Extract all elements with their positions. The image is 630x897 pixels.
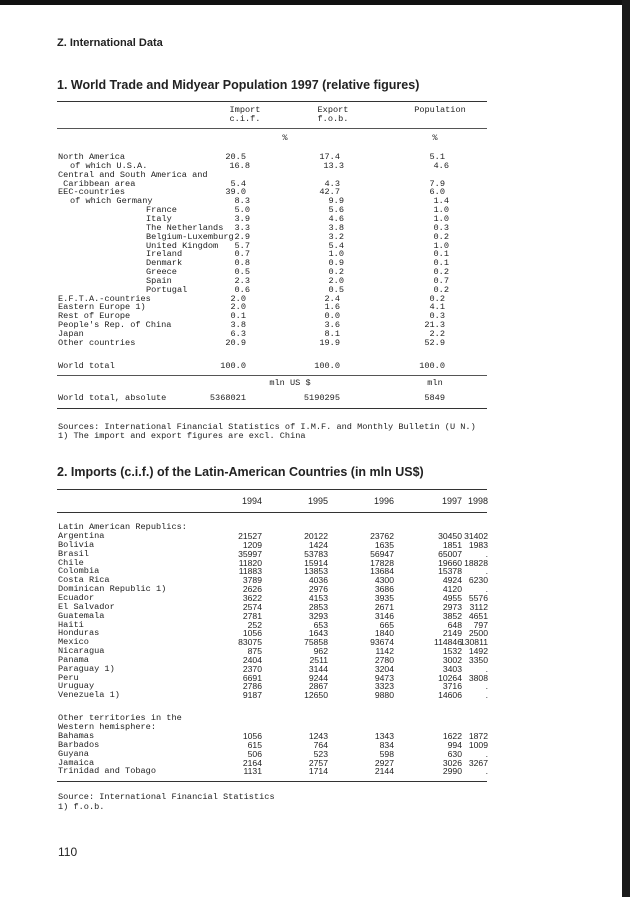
value-1994: 615 <box>247 739 262 750</box>
value-1997: 2149 <box>442 628 462 639</box>
value-1995: 1424 <box>308 539 328 550</box>
table1-row-import: 2.0 <box>230 302 246 313</box>
table1-total-rule <box>57 375 487 376</box>
value-1997: 65007 <box>438 548 462 559</box>
value-1998: . <box>485 748 488 759</box>
country-label: El Salvador <box>58 601 115 612</box>
value-1994: 252 <box>247 619 262 630</box>
value-1998: 31402 <box>464 531 488 541</box>
table1-row-population: 1.4 <box>433 196 449 207</box>
value-1996: 17828 <box>370 557 394 568</box>
table1-row-population: 0.7 <box>433 275 449 286</box>
value-1995: 3144 <box>308 663 328 674</box>
value-1996: 56947 <box>370 548 394 559</box>
table1-row-import: 0.8 <box>234 258 250 269</box>
value-1995: 2757 <box>308 757 328 768</box>
value-1994: 1131 <box>243 766 262 777</box>
unit-pop-pct: % <box>432 133 438 143</box>
value-1998: . <box>485 766 488 777</box>
value-1995: 4153 <box>308 592 328 603</box>
table1-row-export: 3.2 <box>328 231 344 242</box>
country-label: Argentina <box>58 531 105 541</box>
value-1994: 875 <box>247 646 262 657</box>
value-1997: 3002 <box>442 654 462 665</box>
table1-row-export: 19.9 <box>319 337 340 348</box>
table1-row-export: 0.5 <box>328 284 344 295</box>
value-1996: 93674 <box>370 637 394 648</box>
table2-title: 2. Imports (c.i.f.) of the Latin-American Countries (in mln US$) <box>57 465 424 479</box>
header-export-1: Export <box>317 105 349 115</box>
world-total-row-export: 100.0 <box>314 361 340 371</box>
value-1994: 1056 <box>242 731 262 741</box>
header-population: Population <box>414 105 466 115</box>
table1-row-import: 0.7 <box>234 249 250 260</box>
world-total-absolute-row-import: 5368021 <box>209 393 246 403</box>
world-total-row-import: 100.0 <box>220 361 246 371</box>
value-1996: 9880 <box>374 690 394 701</box>
value-1997: 14606 <box>438 690 462 701</box>
group-label-latin-american: Latin American Republics: <box>58 522 187 532</box>
value-1996: 3686 <box>374 584 394 595</box>
value-1995: 2511 <box>309 654 328 665</box>
value-1994: 1209 <box>242 539 262 550</box>
value-1994: 3622 <box>242 592 262 603</box>
value-1996: 1840 <box>374 628 394 639</box>
table1-top-rule <box>57 101 487 102</box>
table2-bottom-rule <box>57 781 487 782</box>
table1-row-label: Rest of Europe <box>58 311 131 322</box>
table1-row-label: The Netherlands <box>146 222 224 233</box>
value-1997: 3716 <box>442 681 462 692</box>
value-1995: 15914 <box>304 557 328 568</box>
table1-row-label: of which U.S.A. <box>70 160 148 171</box>
value-1997: 4955 <box>442 592 462 603</box>
value-1996: 3204 <box>374 663 394 674</box>
value-1998: . <box>485 663 488 674</box>
value-1994: 11820 <box>238 557 262 568</box>
value-1998: 1872 <box>468 731 488 741</box>
value-1997: 994 <box>447 739 462 750</box>
table1-source: Sources: International Financial Statistics of I.M.F. and Monthly Bulletin (U N.) <box>58 422 476 432</box>
value-1994: 21527 <box>238 531 262 541</box>
table1-row-import: 2.0 <box>230 293 246 304</box>
value-1997: 10264 <box>438 672 462 683</box>
value-1994: 2574 <box>242 601 262 612</box>
value-1998: 3350 <box>468 654 488 665</box>
table1-row-export: 4.6 <box>328 213 344 224</box>
value-1995: 1643 <box>308 628 328 639</box>
table1-row-population: 2.2 <box>429 329 445 339</box>
table1-row-import: 2.3 <box>234 275 250 286</box>
value-1998: 1492 <box>468 646 488 657</box>
value-1996: 2671 <box>374 601 394 612</box>
table1-row-population: 1.0 <box>433 240 449 251</box>
value-1994: 2164 <box>242 757 262 768</box>
table1-row-label: Japan <box>58 329 84 339</box>
year-header-1995: 1995 <box>307 496 328 506</box>
value-1995: 1714 <box>308 766 328 777</box>
value-1994: 2404 <box>242 654 262 665</box>
table1-row-import: 3.9 <box>234 213 250 224</box>
table1-row-export: 0.9 <box>328 258 344 269</box>
value-1998: . <box>485 548 488 559</box>
table1-row-export: 13.3 <box>323 160 344 171</box>
value-1998: 130811 <box>459 637 488 648</box>
value-1995: 53783 <box>304 548 328 559</box>
value-1995: 4036 <box>308 575 328 586</box>
value-1995: 653 <box>313 619 328 630</box>
country-label: Venezuela 1) <box>58 690 120 701</box>
table1-row-export: 5.4 <box>328 240 344 251</box>
table1-row-export: 8.1 <box>324 329 340 339</box>
value-1996: 4300 <box>374 575 394 586</box>
table1-row-label: Italy <box>146 213 172 224</box>
year-header-1996: 1996 <box>373 496 394 506</box>
value-1998: 3112 <box>469 601 488 612</box>
table1-row-import: 0.6 <box>234 284 250 295</box>
table2-note: 1) f.o.b. <box>58 802 105 812</box>
header-export-2: f.o.b. <box>317 114 349 124</box>
table1-row-population: 21.3 <box>424 320 445 331</box>
value-1996: 2780 <box>374 654 394 665</box>
table1-row-import: 3.3 <box>234 222 250 233</box>
value-1995: 2853 <box>308 601 328 612</box>
table1-row-population: 0.2 <box>433 267 449 278</box>
value-1994: 83075 <box>238 637 262 648</box>
table1-row-population: 0.3 <box>433 222 449 233</box>
table1-row-export: 42.7 <box>319 187 340 198</box>
table1-row-import: 6.3 <box>230 329 246 339</box>
value-1998: 3808 <box>468 672 488 683</box>
value-1995: 2867 <box>308 681 328 692</box>
country-label: Nicaragua <box>58 646 105 657</box>
table1-row-export: 3.6 <box>324 320 340 331</box>
value-1995: 764 <box>313 739 328 750</box>
value-1998: 4651 <box>468 610 488 621</box>
table1-row-population: 0.2 <box>429 293 445 304</box>
value-1994: 3789 <box>242 575 262 586</box>
country-label: Guatemala <box>58 610 105 621</box>
table1-row-export: 0.0 <box>324 311 340 322</box>
table1-row-label: Central and South America and <box>58 169 208 180</box>
table1-row-label: EEC-countries <box>58 187 126 198</box>
table1-row-import: 20.5 <box>225 152 246 162</box>
table1-row-import: 8.3 <box>234 196 250 207</box>
value-1996: 2144 <box>374 766 394 777</box>
country-label: Barbados <box>58 739 100 750</box>
country-label: Costa Rica <box>58 575 110 586</box>
year-header-1997: 1997 <box>441 496 462 506</box>
table1-row-population: 7.9 <box>429 178 445 189</box>
world-total-absolute-row-population: 5849 <box>424 393 445 403</box>
value-1994: 9187 <box>242 690 262 701</box>
table1-row-import: 2.9 <box>234 231 250 242</box>
group-label-other-territories-2: Western hemisphere: <box>58 722 156 732</box>
value-1997: 630 <box>447 748 462 759</box>
country-label: Uruguay <box>58 681 95 692</box>
value-1994: 2626 <box>242 584 262 595</box>
value-1995: 12650 <box>304 690 328 701</box>
value-1995: 523 <box>313 748 328 759</box>
table1-row-population: 4.6 <box>433 160 449 171</box>
value-1998: 6230 <box>468 575 488 586</box>
value-1994: 35997 <box>238 548 262 559</box>
country-label: Honduras <box>58 628 100 639</box>
value-1996: 9473 <box>374 672 394 683</box>
unit-trade-abs: mln US $ <box>269 378 311 388</box>
value-1998: 1009 <box>468 739 488 750</box>
value-1996: 1343 <box>374 731 394 741</box>
value-1996: 3146 <box>374 610 394 621</box>
group-label-other-territories-1: Other territories in the <box>58 713 182 723</box>
table1-row-export: 2.0 <box>328 275 344 286</box>
value-1995: 75858 <box>304 637 328 648</box>
table2-top-rule <box>57 489 487 490</box>
table1-note: 1) The import and export figures are excl. China <box>58 431 306 441</box>
country-label: Trinidad and Tobago <box>58 766 156 777</box>
header-import-2: c.i.f. <box>229 114 261 124</box>
unit-trade-pct: % <box>282 133 288 143</box>
table1-row-population: 0.1 <box>433 258 449 269</box>
table1-row-export: 4.3 <box>324 178 340 189</box>
table1-row-import: 5.4 <box>230 178 246 189</box>
table1-row-population: 0.2 <box>433 284 449 295</box>
table1-row-import: 5.0 <box>234 205 250 216</box>
value-1997: 2990 <box>442 766 462 777</box>
value-1997: 3026 <box>442 757 462 768</box>
value-1995: 1243 <box>308 731 328 741</box>
value-1996: 23762 <box>370 531 394 541</box>
value-1997: 114846 <box>433 637 462 648</box>
country-label: Colombia <box>58 566 100 577</box>
country-label: Haiti <box>58 619 84 630</box>
table1-row-import: 0.1 <box>230 311 246 322</box>
value-1998: 5576 <box>468 592 488 603</box>
value-1996: 2927 <box>374 757 394 768</box>
value-1997: 1532 <box>442 646 462 657</box>
value-1997: 4924 <box>442 575 462 586</box>
world-total-absolute-row-export: 5190295 <box>303 393 340 403</box>
value-1997: 3852 <box>442 610 462 621</box>
table1-row-label: Eastern Europe 1) <box>58 302 146 313</box>
table1-row-label: Other countries <box>58 337 136 348</box>
table1-row-export: 9.9 <box>328 196 344 207</box>
value-1997: 648 <box>447 619 462 630</box>
table1-row-population: 6.0 <box>429 187 445 198</box>
country-label: Bahamas <box>58 731 95 741</box>
table1-row-label: United Kingdom <box>146 240 219 251</box>
value-1995: 3293 <box>308 610 328 621</box>
table1-row-export: 1.0 <box>328 249 344 260</box>
value-1997: 3403 <box>442 663 462 674</box>
section-title: Z. International Data <box>57 37 163 49</box>
table1-row-population: 5.1 <box>429 152 445 162</box>
country-label: Dominican Republic 1) <box>58 584 167 595</box>
value-1997: 1851 <box>442 539 462 550</box>
table1-row-label: Belgium-Luxemburg <box>146 231 234 242</box>
value-1998: . <box>485 681 488 692</box>
value-1997: 19660 <box>438 557 462 568</box>
country-label: Mexico <box>58 637 89 648</box>
table2-header-rule <box>57 512 487 513</box>
value-1997: 4120 <box>442 584 462 595</box>
scan-border-top <box>0 0 630 5</box>
country-label: Guyana <box>58 748 89 759</box>
table1-row-import: 0.5 <box>234 267 250 278</box>
table1-row-population: 0.2 <box>433 231 449 242</box>
value-1996: 1142 <box>375 646 394 657</box>
value-1998: . <box>485 566 488 577</box>
country-label: Peru <box>58 672 79 683</box>
unit-pop-abs: mln <box>427 378 443 388</box>
value-1998: 3267 <box>468 757 488 768</box>
value-1998: . <box>485 584 488 595</box>
value-1996: 834 <box>379 739 394 750</box>
value-1998: 2500 <box>468 628 488 639</box>
header-import-1: Import <box>229 105 261 115</box>
country-label: Jamaica <box>58 757 95 768</box>
value-1994: 1056 <box>242 628 262 639</box>
value-1996: 3935 <box>374 592 394 603</box>
table1-row-population: 0.3 <box>429 311 445 322</box>
value-1996: 3323 <box>374 681 394 692</box>
table1-row-import: 5.7 <box>234 240 250 251</box>
table1-row-label: Ireland <box>146 249 183 260</box>
table1-row-label: Caribbean area <box>58 178 136 189</box>
world-total-row-population: 100.0 <box>419 361 445 371</box>
table1-row-population: 0.1 <box>433 249 449 260</box>
value-1995: 13853 <box>304 566 328 577</box>
country-label: Panama <box>58 654 89 665</box>
value-1996: 598 <box>379 748 394 759</box>
table1-row-label: Portugal <box>146 284 188 295</box>
country-label: Ecuador <box>58 592 95 603</box>
table1-row-label: North America <box>58 152 126 162</box>
value-1997: 2973 <box>442 601 462 612</box>
value-1997: 30450 <box>438 531 462 541</box>
value-1995: 2976 <box>308 584 328 595</box>
value-1996: 1635 <box>374 539 394 550</box>
year-header-1994: 1994 <box>241 496 262 506</box>
table1-row-export: 0.2 <box>328 267 344 278</box>
world-total-absolute-row-label: World total, absolute <box>58 393 167 403</box>
value-1994: 11883 <box>238 566 262 577</box>
value-1998: 18828 <box>464 557 488 568</box>
world-total-row-label: World total <box>58 361 115 371</box>
table1-row-export: 1.6 <box>324 302 340 313</box>
year-header-1998: 1998 <box>467 496 488 506</box>
value-1994: 2370 <box>242 663 262 674</box>
value-1996: 13684 <box>370 566 394 577</box>
table1-row-label: France <box>146 205 177 216</box>
country-label: Bolivia <box>58 539 95 550</box>
value-1995: 962 <box>313 646 328 657</box>
country-label: Brasil <box>58 548 89 559</box>
country-label: Paraguay 1) <box>58 663 115 674</box>
value-1996: 665 <box>379 619 394 630</box>
scan-border-right <box>622 0 630 897</box>
table1-row-population: 1.0 <box>433 205 449 216</box>
table1-row-label: Spain <box>146 275 172 286</box>
table1-row-export: 2.4 <box>324 293 340 304</box>
table1-row-import: 39.0 <box>225 187 246 198</box>
table1-row-label: People's Rep. of China <box>58 320 172 331</box>
value-1994: 2781 <box>242 610 262 621</box>
value-1998: . <box>485 690 488 701</box>
table1-row-export: 17.4 <box>319 152 340 162</box>
table1-row-population: 1.0 <box>433 213 449 224</box>
table1-bottom-rule <box>57 408 487 409</box>
value-1994: 2786 <box>242 681 262 692</box>
table1-row-population: 52.9 <box>424 337 445 348</box>
table1-row-label: Denmark <box>146 258 183 269</box>
table1-row-population: 4.1 <box>429 302 445 313</box>
table1-row-label: E.F.T.A.-countries <box>58 293 151 304</box>
country-label: Chile <box>58 557 84 568</box>
value-1997: 1622 <box>442 731 462 741</box>
value-1995: 9244 <box>308 672 328 683</box>
table1-title: 1. World Trade and Midyear Population 1997 (relative figures) <box>57 78 420 92</box>
value-1998: 1983 <box>468 539 488 550</box>
value-1994: 506 <box>247 748 262 759</box>
page-number: 110 <box>58 845 78 859</box>
table1-row-label: Greece <box>146 267 177 278</box>
table2-source: Source: International Financial Statistics <box>58 792 275 802</box>
table1-row-import: 20.9 <box>225 337 246 348</box>
value-1998: 797 <box>473 619 488 630</box>
table1-row-export: 3.8 <box>328 222 344 233</box>
table1-row-export: 5.6 <box>328 205 344 216</box>
table1-header-rule <box>57 128 487 129</box>
value-1994: 6691 <box>242 672 262 683</box>
table1-row-import: 3.8 <box>230 320 246 331</box>
table1-row-import: 16.8 <box>229 160 250 171</box>
value-1997: 15378 <box>438 566 462 577</box>
value-1995: 20122 <box>304 531 328 541</box>
table1-row-label: of which Germany <box>70 196 153 207</box>
